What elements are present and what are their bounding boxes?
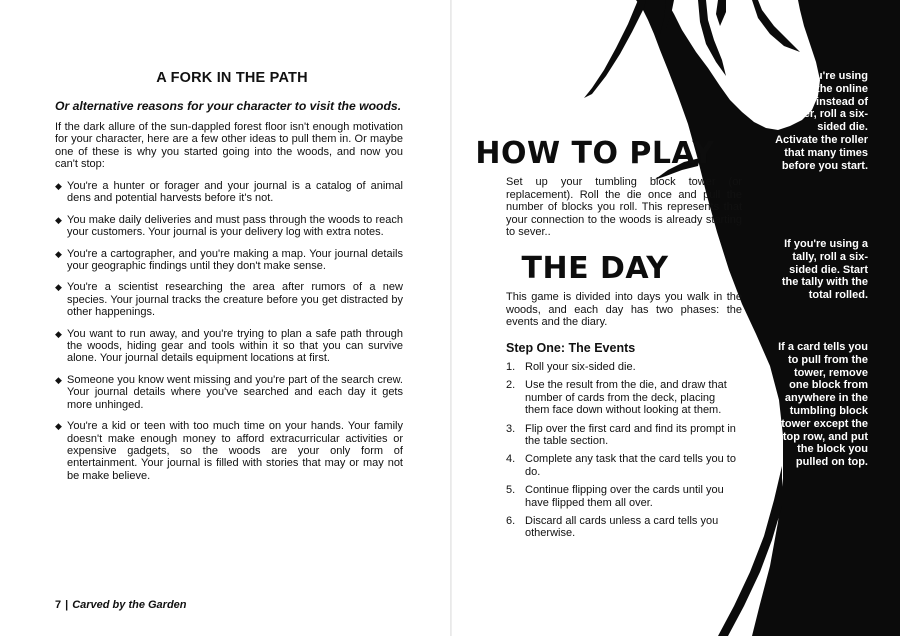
sidebar-note-tally: If you're using a tally, roll a six-sided die. Start the tally with the total rolled. <box>781 238 868 302</box>
diamond-bullet-icon: ◆ <box>55 181 62 191</box>
footer-separator: | <box>65 599 69 611</box>
sidebar-note-card-pull: If a card tells you to pull from the tower, remove one block from anywhere in the tumbling block tower except the top row, and put the block you pulled on top. <box>778 341 868 469</box>
diamond-bullet-icon: ◆ <box>55 421 62 432</box>
step-number: 2. <box>506 379 516 392</box>
list-item <box>55 214 403 239</box>
how-to-play-text: Set up your tumbling block tower (or replacement). Roll the die once and pull the number of blocks you roll. This represents that your connection to the woods is already starting to sever.. <box>506 176 742 239</box>
diamond-bullet-icon: ◆ <box>55 374 62 385</box>
list-item <box>55 374 403 411</box>
step-text: Roll your six-sided die. <box>525 361 636 373</box>
step-number: 1. <box>506 361 516 373</box>
list-item-text: You're a scientist researching the area after rumors of a new species. Your journal tracks the creature before you get distracted by other happenings. <box>67 281 403 319</box>
page-number: 7 <box>55 599 62 611</box>
intro-paragraph: If the dark allure of the sun-dappled forest floor isn't enough motivation for your character, here are a few other ideas to pull them in. Or maybe one of these is why you started going into the woods, and now you can't stop: <box>55 121 403 171</box>
step-text: Use the result from the die, and draw that number of cards from the deck, placing them face down without looking at them. <box>525 379 727 417</box>
diamond-bullet-icon: ◆ <box>55 328 62 339</box>
reasons-list <box>55 180 403 491</box>
step-item <box>506 515 742 540</box>
section-title: A FORK IN THE PATH <box>156 70 308 86</box>
right-page <box>452 0 900 636</box>
list-item-text: Someone you know went missing and you're part of the search crew. Your journal details where you've searched and each day it gets more unhinged. <box>67 373 403 411</box>
book-title: Carved by the Garden <box>72 599 187 611</box>
diamond-bullet-icon: ◆ <box>55 214 62 225</box>
list-item-text: You're a kid or teen with too much time on your hands. Your family doesn't make enough money to afford extracurricular activities or expensive gadgets, so the woods are your only form of entertainment. Your journal is filled with stories that may or may not be make believe. <box>67 420 403 482</box>
steps-list <box>506 361 742 546</box>
tree-branch <box>716 0 726 26</box>
section-subtitle: Or alternative reasons for your character to visit the woods. <box>55 99 402 113</box>
list-item-text: You're a cartographer, and you're making a map. Your journal details your geographic findings until they don't make sense. <box>67 247 403 273</box>
step-item <box>506 361 742 373</box>
diamond-bullet-icon: ◆ <box>55 248 62 259</box>
step-number: 3. <box>506 422 516 435</box>
tree-branch <box>752 0 800 52</box>
step-text: Discard all cards unless a card tells you otherwise. <box>525 515 719 540</box>
step-text: Flip over the first card and find its prompt in the table section. <box>525 422 736 448</box>
step-item <box>506 453 742 478</box>
the-day-heading: THE DAY <box>521 251 669 286</box>
step-number: 4. <box>506 453 516 466</box>
how-to-play-heading: HOW TO PLAY <box>475 136 715 171</box>
list-item-text: You make daily deliveries and must pass through the woods to reach your customers. Your journal is your delivery log with extra notes. <box>67 213 403 239</box>
list-item <box>55 248 403 273</box>
step-text: Complete any task that the card tells you to do. <box>525 453 736 478</box>
step-item <box>506 484 742 509</box>
the-day-text: This game is divided into days you walk in the woods, and each day has two phases: the events and the diary. <box>506 291 742 329</box>
page-footer <box>55 599 187 611</box>
list-item <box>55 420 403 482</box>
step-number: 5. <box>506 484 516 497</box>
step-text: Continue flipping over the cards until you have flipped them all over. <box>525 484 724 509</box>
list-item-text: You're a hunter or forager and your journal is a catalog of animal dens and potential harvests before it's not. <box>67 180 403 205</box>
list-item <box>55 281 403 318</box>
list-item-text: You want to run away, and you're trying to plan a safe path through the woods, hiding gear and tools within it so that you can survive alone. Your journal details equipment locations at first. <box>67 327 403 365</box>
sidebar-note-online-roller: If you're using one of the online rollers instead of a tower, roll a six-sided die. Activate the roller that many times before you start. <box>775 70 868 172</box>
tree-branch <box>584 0 646 98</box>
diamond-bullet-icon: ◆ <box>55 282 62 293</box>
step-one-title: Step One: The Events <box>506 341 636 355</box>
step-item <box>506 379 742 416</box>
list-item <box>55 328 403 365</box>
list-item <box>55 180 403 205</box>
step-number: 6. <box>506 515 516 528</box>
step-item <box>506 423 742 448</box>
